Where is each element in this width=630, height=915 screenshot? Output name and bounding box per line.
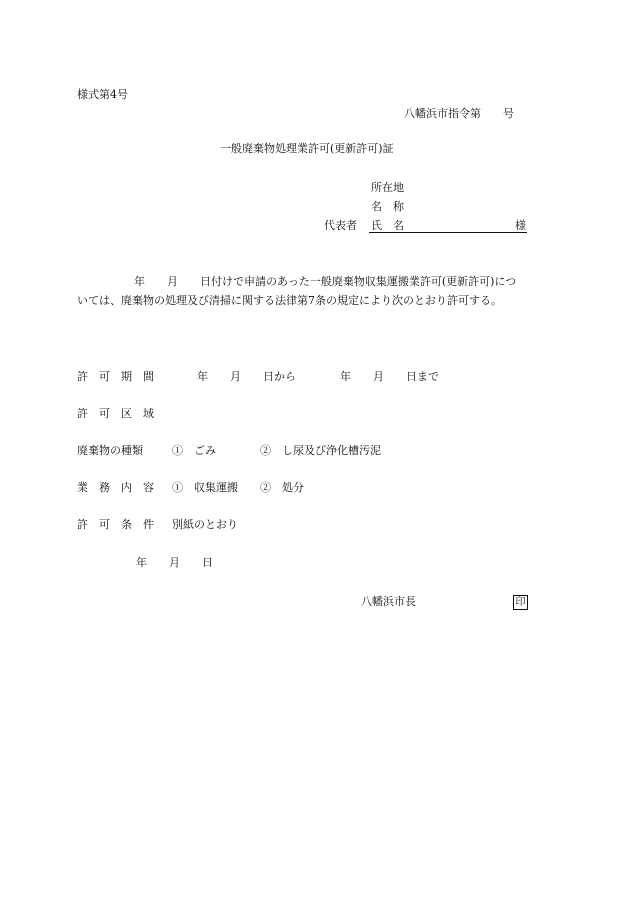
- document-title: 一般廃棄物処理業許可(更新許可)証: [220, 142, 394, 155]
- body-line-2: いては、廃棄物の処理及び清掃に関する法律第7条の規定により次のとおり許可する。: [77, 294, 502, 307]
- business-value: ① 収集運搬 ② 処分: [172, 481, 304, 494]
- issue-date: 年 月 日: [136, 556, 213, 569]
- form-number: 様式第4号: [77, 88, 128, 101]
- period-label: 許 可 期 間: [77, 370, 154, 383]
- waste-type-value: ① ごみ ② し尿及び浄化槽汚泥: [172, 444, 381, 457]
- representative-underline: [369, 232, 527, 233]
- conditions-value: 別紙のとおり: [172, 518, 238, 531]
- representative-name-label: 氏 名: [371, 219, 404, 232]
- name-label: 名 称: [371, 200, 404, 213]
- location-label: 所在地: [371, 181, 404, 194]
- honorific: 様: [515, 219, 526, 232]
- conditions-label: 許 可 条 件: [77, 518, 154, 531]
- representative-prefix: 代表者: [324, 219, 357, 232]
- business-label: 業 務 内 容: [77, 481, 154, 494]
- issuer: 八幡浜市長: [361, 595, 416, 608]
- body-line-1: 年 月 日付けで申請のあった一般廃棄物収集運搬業許可(更新許可)につ: [134, 275, 517, 288]
- waste-type-label: 廃棄物の種類: [77, 444, 143, 457]
- document-number: 八幡浜市指令第 号: [404, 107, 514, 120]
- seal-mark: 印: [513, 595, 528, 610]
- period-value: 年 月 日から 年 月 日まで: [197, 370, 439, 383]
- area-label: 許 可 区 域: [77, 407, 154, 420]
